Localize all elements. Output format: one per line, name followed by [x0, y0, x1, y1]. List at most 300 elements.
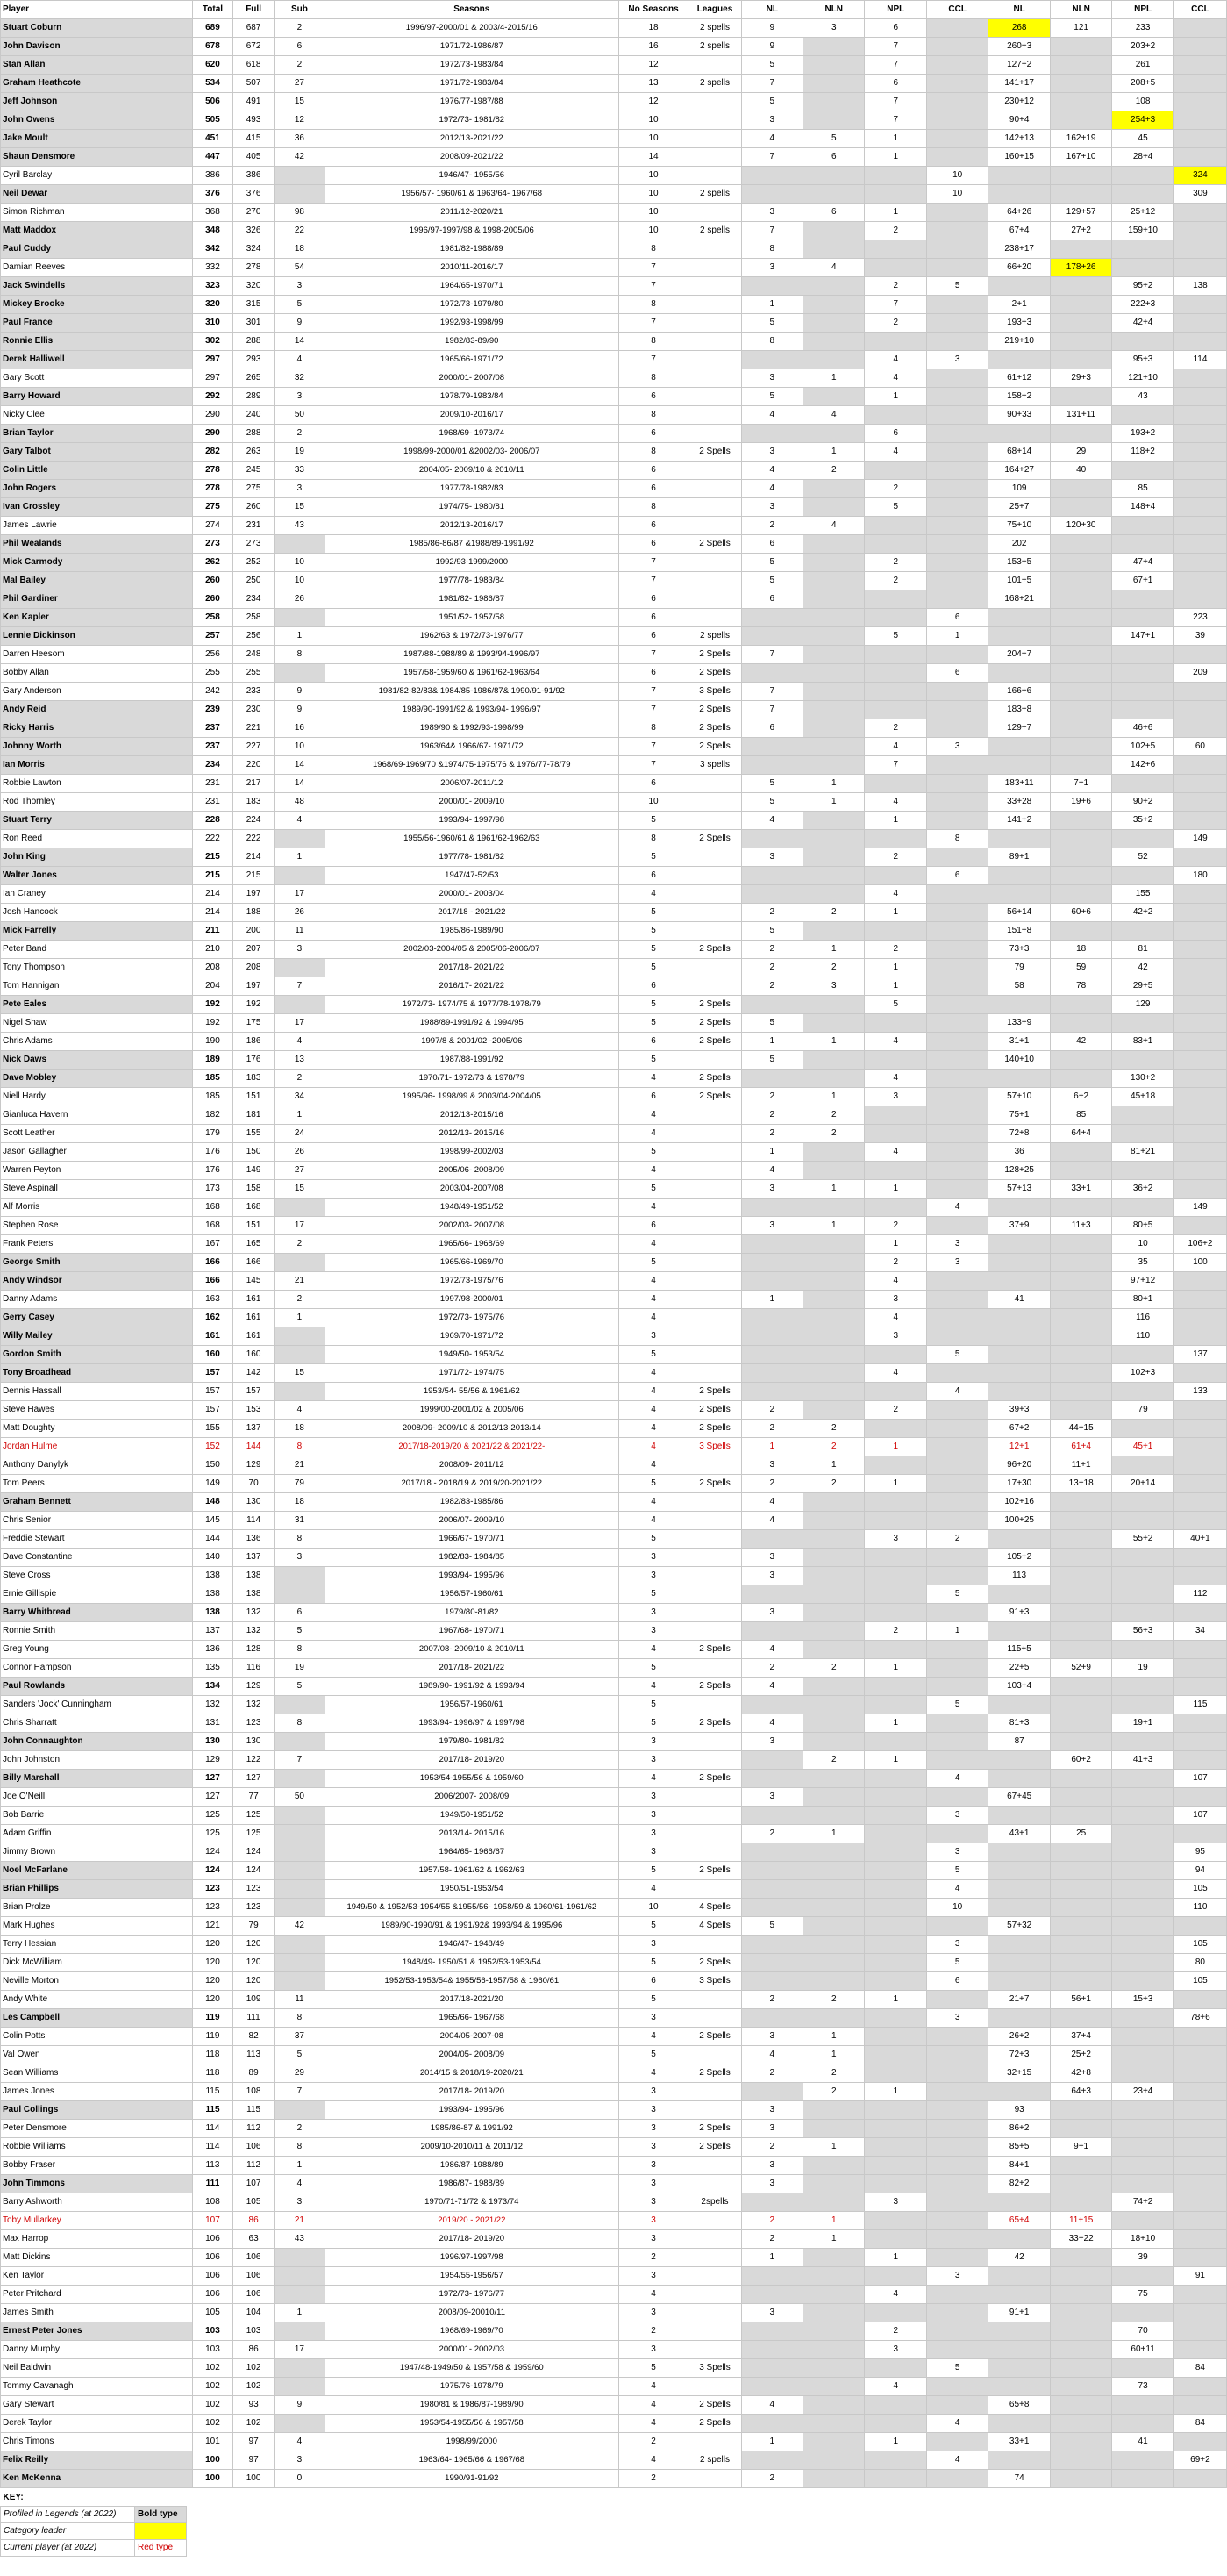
cell-full: 168: [233, 1199, 275, 1217]
cell-nln-count: 2: [803, 2064, 865, 2083]
cell-ccl-apps: [1173, 2064, 1226, 2083]
cell-ccl-apps: [1173, 1291, 1226, 1309]
cell-player: George Smith: [1, 1254, 193, 1272]
cell-nl-apps: 22+5: [988, 1659, 1050, 1678]
cell-nl-apps: [988, 2378, 1050, 2396]
cell-ccl-count: [926, 2470, 988, 2488]
cell-nl-apps: 105+2: [988, 1549, 1050, 1567]
cell-nl-apps: [988, 627, 1050, 646]
cell-no-seasons: 2: [618, 2249, 688, 2267]
cell-total: 292: [192, 388, 233, 406]
cell-npl-count: 3: [865, 1088, 926, 1106]
cell-seasons: 2000/01- 2007/08: [325, 369, 618, 388]
cell-nl-count: 2: [741, 1401, 803, 1420]
cell-nl-apps: 58: [988, 977, 1050, 996]
cell-nl-apps: 87: [988, 1733, 1050, 1751]
cell-no-seasons: 5: [618, 1346, 688, 1364]
cell-total: 150: [192, 1456, 233, 1475]
cell-player: Warren Peyton: [1, 1162, 193, 1180]
cell-nln-apps: 129+57: [1050, 204, 1111, 222]
cell-player: Ronnie Smith: [1, 1622, 193, 1641]
cell-nl-count: 3: [741, 204, 803, 222]
cell-sub: [274, 1825, 325, 1843]
cell-leagues: [688, 111, 741, 130]
cell-ccl-apps: [1173, 111, 1226, 130]
cell-leagues: [688, 2157, 741, 2175]
cell-nl-apps: [988, 1254, 1050, 1272]
cell-npl-apps: 52: [1112, 848, 1173, 867]
cell-total: 376: [192, 185, 233, 204]
cell-nl-count: 7: [741, 646, 803, 664]
cell-no-seasons: 3: [618, 1936, 688, 1954]
cell-nln-count: 6: [803, 204, 865, 222]
cell-npl-count: 2: [865, 554, 926, 572]
cell-leagues: [688, 240, 741, 259]
table-row: [1, 1530, 1227, 1549]
table-row: [1, 2064, 1227, 2083]
cell-no-seasons: 12: [618, 93, 688, 111]
cell-nl-count: 7: [741, 222, 803, 240]
cell-npl-apps: [1112, 1014, 1173, 1033]
cell-no-seasons: 5: [618, 848, 688, 867]
cell-no-seasons: 7: [618, 314, 688, 333]
cell-sub: 18: [274, 240, 325, 259]
cell-no-seasons: 10: [618, 793, 688, 812]
cell-ccl-apps: [1173, 1604, 1226, 1622]
cell-ccl-apps: [1173, 2083, 1226, 2101]
cell-npl-apps: [1112, 1678, 1173, 1696]
cell-player: Willy Mailey: [1, 1327, 193, 1346]
cell-player: Phil Gardiner: [1, 590, 193, 609]
cell-ccl-apps: [1173, 1420, 1226, 1438]
cell-full: 104: [233, 2304, 275, 2322]
cell-player: Adam Griffin: [1, 1825, 193, 1843]
cell-nln-count: 2: [803, 2083, 865, 2101]
cell-npl-count: 3: [865, 1530, 926, 1549]
cell-npl-count: [865, 2396, 926, 2415]
cell-full: 233: [233, 683, 275, 701]
cell-npl-apps: 29+5: [1112, 977, 1173, 996]
cell-npl-count: [865, 2212, 926, 2230]
cell-ccl-count: [926, 1917, 988, 1936]
cell-no-seasons: 2: [618, 2470, 688, 2488]
cell-npl-count: [865, 1125, 926, 1143]
cell-seasons: 1946/47- 1948/49: [325, 1936, 618, 1954]
cell-sub: 33: [274, 462, 325, 480]
cell-npl-count: 1: [865, 388, 926, 406]
table-row: [1, 314, 1227, 333]
cell-nln-apps: [1050, 1936, 1111, 1954]
table-row: [1, 351, 1227, 369]
cell-leagues: 2 spells: [688, 19, 741, 38]
cell-nln-count: [803, 277, 865, 296]
cell-sub: [274, 1972, 325, 1991]
cell-full: 175: [233, 1014, 275, 1033]
cell-no-seasons: 3: [618, 1788, 688, 1807]
cell-nl-apps: [988, 1807, 1050, 1825]
cell-player: Graham Heathcote: [1, 75, 193, 93]
table-row: [1, 2028, 1227, 2046]
key-legends-label: Profiled in Legends (at 2022): [1, 2507, 135, 2523]
cell-npl-apps: 20+14: [1112, 1475, 1173, 1493]
cell-npl-apps: 148+4: [1112, 498, 1173, 517]
cell-nln-apps: [1050, 1199, 1111, 1217]
cell-nln-apps: [1050, 38, 1111, 56]
cell-leagues: 2spells: [688, 2193, 741, 2212]
cell-leagues: 2 spells: [688, 222, 741, 240]
cell-seasons: 1989/90-1991/92 & 1993/94- 1996/97: [325, 701, 618, 719]
cell-seasons: 1977/78- 1983/84: [325, 572, 618, 590]
table-row: [1, 2433, 1227, 2451]
cell-nl-apps: 43+1: [988, 1825, 1050, 1843]
cell-seasons: 2009/10-2016/17: [325, 406, 618, 425]
cell-sub: 4: [274, 351, 325, 369]
cell-player: Cyril Barclay: [1, 167, 193, 185]
table-row: [1, 517, 1227, 535]
cell-ccl-count: [926, 462, 988, 480]
cell-total: 148: [192, 1493, 233, 1512]
cell-ccl-count: [926, 959, 988, 977]
cell-nln-apps: [1050, 111, 1111, 130]
cell-npl-apps: [1112, 1512, 1173, 1530]
cell-leagues: [688, 351, 741, 369]
cell-total: 102: [192, 2359, 233, 2378]
cell-sub: 50: [274, 1788, 325, 1807]
cell-nl-count: [741, 1346, 803, 1364]
cell-no-seasons: 10: [618, 130, 688, 148]
cell-nl-apps: 128+25: [988, 1162, 1050, 1180]
cell-leagues: [688, 1825, 741, 1843]
cell-ccl-count: [926, 498, 988, 517]
cell-nln-apps: [1050, 1972, 1111, 1991]
cell-npl-apps: [1112, 1162, 1173, 1180]
cell-nln-apps: [1050, 535, 1111, 554]
cell-total: 166: [192, 1254, 233, 1272]
cell-full: 106: [233, 2138, 275, 2157]
cell-nl-apps: 100+25: [988, 1512, 1050, 1530]
cell-ccl-count: [926, 1714, 988, 1733]
cell-player: Felix Reilly: [1, 2451, 193, 2470]
cell-no-seasons: 7: [618, 756, 688, 775]
cell-nl-apps: 96+20: [988, 1456, 1050, 1475]
cell-nl-count: 3: [741, 369, 803, 388]
cell-npl-apps: [1112, 2009, 1173, 2028]
cell-ccl-apps: [1173, 554, 1226, 572]
cell-npl-count: [865, 701, 926, 719]
cell-nln-apps: [1050, 2193, 1111, 2212]
cell-seasons: 2006/07- 2009/10: [325, 1512, 618, 1530]
cell-full: 197: [233, 885, 275, 904]
cell-sub: [274, 867, 325, 885]
table-row: [1, 2286, 1227, 2304]
cell-nl-count: 2: [741, 2212, 803, 2230]
cell-nl-apps: [988, 2341, 1050, 2359]
cell-npl-count: 2: [865, 277, 926, 296]
cell-player: Walter Jones: [1, 867, 193, 885]
cell-full: 166: [233, 1254, 275, 1272]
cell-total: 161: [192, 1327, 233, 1346]
cell-total: 121: [192, 1917, 233, 1936]
cell-sub: 15: [274, 1364, 325, 1383]
cell-nl-count: 3: [741, 443, 803, 462]
cell-total: 119: [192, 2009, 233, 2028]
cell-leagues: [688, 1991, 741, 2009]
cell-sub: 18: [274, 1420, 325, 1438]
cell-no-seasons: 5: [618, 1014, 688, 1033]
cell-nl-count: [741, 167, 803, 185]
cell-seasons: 2008/09- 2009/10 & 2012/13-2013/14: [325, 1420, 618, 1438]
cell-full: 106: [233, 2249, 275, 2267]
cell-sub: 10: [274, 554, 325, 572]
cell-full: 151: [233, 1088, 275, 1106]
cell-sub: 36: [274, 130, 325, 148]
cell-full: 188: [233, 904, 275, 922]
cell-nl-count: [741, 1954, 803, 1972]
cell-total: 234: [192, 756, 233, 775]
cell-nl-count: 9: [741, 19, 803, 38]
cell-sub: 26: [274, 590, 325, 609]
cell-sub: 1: [274, 1309, 325, 1327]
cell-no-seasons: 6: [618, 1088, 688, 1106]
cell-sub: 37: [274, 2028, 325, 2046]
cell-nl-count: 3: [741, 848, 803, 867]
key-current-label: Current player (at 2022): [1, 2540, 135, 2557]
cell-player: Graham Bennett: [1, 1493, 193, 1512]
cell-nl-count: [741, 2009, 803, 2028]
cell-nl-count: 2: [741, 1420, 803, 1438]
cell-leagues: [688, 1327, 741, 1346]
cell-leagues: [688, 1622, 741, 1641]
cell-nl-count: [741, 2083, 803, 2101]
cell-nln-apps: [1050, 2249, 1111, 2267]
cell-nln-count: [803, 2249, 865, 2267]
cell-leagues: [688, 1733, 741, 1751]
cell-nln-apps: [1050, 56, 1111, 75]
cell-nl-count: 3: [741, 259, 803, 277]
cell-total: 138: [192, 1567, 233, 1585]
cell-ccl-count: [926, 204, 988, 222]
cell-no-seasons: 8: [618, 369, 688, 388]
cell-player: James Lawrie: [1, 517, 193, 535]
cell-npl-apps: [1112, 2212, 1173, 2230]
cell-nln-apps: [1050, 425, 1111, 443]
cell-npl-count: 5: [865, 627, 926, 646]
cell-npl-count: [865, 2120, 926, 2138]
cell-ccl-count: [926, 1641, 988, 1659]
cell-npl-apps: [1112, 1549, 1173, 1567]
cell-npl-count: 1: [865, 130, 926, 148]
cell-nln-apps: [1050, 2175, 1111, 2193]
cell-no-seasons: 4: [618, 885, 688, 904]
cell-leagues: [688, 1364, 741, 1383]
cell-nln-count: [803, 683, 865, 701]
cell-sub: [274, 1254, 325, 1272]
cell-full: 288: [233, 333, 275, 351]
cell-npl-apps: 39: [1112, 2249, 1173, 2267]
cell-player: Peter Band: [1, 941, 193, 959]
cell-ccl-count: [926, 1678, 988, 1696]
cell-nln-count: [803, 646, 865, 664]
cell-no-seasons: 6: [618, 590, 688, 609]
cell-nl-count: 8: [741, 333, 803, 351]
cell-nln-count: [803, 2120, 865, 2138]
cell-sub: 42: [274, 148, 325, 167]
cell-seasons: 1953/54- 55/56 & 1961/62: [325, 1383, 618, 1401]
cell-player: Ronnie Ellis: [1, 333, 193, 351]
cell-nl-apps: 113: [988, 1567, 1050, 1585]
cell-npl-apps: 129: [1112, 996, 1173, 1014]
cell-nln-count: [803, 1641, 865, 1659]
cell-ccl-apps: [1173, 719, 1226, 738]
cell-npl-apps: 42+2: [1112, 904, 1173, 922]
key-leader-swatch: [135, 2523, 187, 2540]
cell-ccl-count: [926, 1291, 988, 1309]
cell-nln-apps: [1050, 1383, 1111, 1401]
cell-npl-count: 2: [865, 1401, 926, 1420]
cell-nl-count: 3: [741, 2101, 803, 2120]
table-row: [1, 572, 1227, 590]
cell-npl-apps: [1112, 406, 1173, 425]
cell-seasons: 1957/58-1959/60 & 1961/62-1963/64: [325, 664, 618, 683]
cell-no-seasons: 4: [618, 1162, 688, 1180]
table-row: [1, 2451, 1227, 2470]
cell-npl-count: 7: [865, 93, 926, 111]
cell-ccl-count: [926, 222, 988, 240]
cell-nln-count: [803, 1014, 865, 1033]
cell-ccl-apps: [1173, 2304, 1226, 2322]
table-row: [1, 1088, 1227, 1106]
cell-ccl-apps: [1173, 793, 1226, 812]
cell-sub: 8: [274, 646, 325, 664]
cell-nln-apps: [1050, 1309, 1111, 1327]
cell-nl-apps: 75+1: [988, 1106, 1050, 1125]
cell-total: 149: [192, 1475, 233, 1493]
cell-seasons: 1955/56-1960/61 & 1961/62-1962/63: [325, 830, 618, 848]
cell-player: John King: [1, 848, 193, 867]
cell-total: 231: [192, 793, 233, 812]
cell-seasons: 1975/76-1978/79: [325, 2378, 618, 2396]
cell-player: James Jones: [1, 2083, 193, 2101]
cell-nl-count: [741, 2322, 803, 2341]
cell-nl-apps: 90+4: [988, 111, 1050, 130]
cell-npl-count: [865, 1456, 926, 1475]
cell-npl-count: [865, 922, 926, 941]
cell-seasons: 1963/64& 1966/67- 1971/72: [325, 738, 618, 756]
cell-nl-apps: 219+10: [988, 333, 1050, 351]
cell-full: 120: [233, 1936, 275, 1954]
cell-nln-count: 5: [803, 130, 865, 148]
cell-ccl-count: 5: [926, 1862, 988, 1880]
cell-no-seasons: 7: [618, 572, 688, 590]
cell-sub: 8: [274, 1530, 325, 1549]
cell-nln-apps: [1050, 1235, 1111, 1254]
table-row: [1, 1106, 1227, 1125]
cell-ccl-apps: [1173, 240, 1226, 259]
cell-ccl-apps: 112: [1173, 1585, 1226, 1604]
cell-nl-apps: [988, 1972, 1050, 1991]
cell-ccl-count: [926, 535, 988, 554]
cell-nln-apps: 178+26: [1050, 259, 1111, 277]
cell-npl-apps: 108: [1112, 93, 1173, 111]
cell-player: Dennis Hassall: [1, 1383, 193, 1401]
cell-npl-count: [865, 2359, 926, 2378]
cell-nln-count: 4: [803, 406, 865, 425]
cell-ccl-apps: [1173, 1475, 1226, 1493]
cell-seasons: 1999/00-2001/02 & 2005/06: [325, 1401, 618, 1420]
cell-ccl-apps: 309: [1173, 185, 1226, 204]
cell-npl-count: 1: [865, 1438, 926, 1456]
cell-nln-apps: [1050, 2120, 1111, 2138]
cell-nln-apps: [1050, 351, 1111, 369]
cell-nl-count: 2: [741, 904, 803, 922]
cell-no-seasons: 18: [618, 19, 688, 38]
cell-nln-count: [803, 848, 865, 867]
cell-npl-count: [865, 1585, 926, 1604]
cell-no-seasons: 3: [618, 2175, 688, 2193]
cell-npl-apps: 36+2: [1112, 1180, 1173, 1199]
cell-ccl-apps: [1173, 885, 1226, 904]
cell-full: 138: [233, 1585, 275, 1604]
cell-total: 120: [192, 1972, 233, 1991]
cell-sub: [274, 2267, 325, 2286]
cell-nl-apps: 68+14: [988, 443, 1050, 462]
table-row: [1, 793, 1227, 812]
cell-total: 260: [192, 590, 233, 609]
cell-seasons: 1948/49- 1950/51 & 1952/53-1953/54: [325, 1954, 618, 1972]
cell-ccl-apps: [1173, 1493, 1226, 1512]
cell-player: Phil Wealands: [1, 535, 193, 554]
cell-nln-count: [803, 1788, 865, 1807]
cell-nln-count: 2: [803, 959, 865, 977]
cell-full: 293: [233, 351, 275, 369]
cell-nl-apps: [988, 1954, 1050, 1972]
cell-nln-count: [803, 572, 865, 590]
cell-npl-apps: 19: [1112, 1659, 1173, 1678]
cell-player: Jake Moult: [1, 130, 193, 148]
cell-seasons: 1951/52- 1957/58: [325, 609, 618, 627]
cell-nl-apps: 133+9: [988, 1014, 1050, 1033]
cell-npl-count: [865, 185, 926, 204]
cell-npl-count: 1: [865, 2433, 926, 2451]
cell-leagues: 2 Spells: [688, 830, 741, 848]
cell-nln-count: [803, 1917, 865, 1936]
cell-leagues: [688, 1512, 741, 1530]
cell-seasons: 1997/8 & 2001/02 -2005/06: [325, 1033, 618, 1051]
cell-ccl-apps: [1173, 2396, 1226, 2415]
cell-nl-apps: 268: [988, 19, 1050, 38]
cell-nl-count: 3: [741, 1180, 803, 1199]
table-row: [1, 1954, 1227, 1972]
cell-nl-apps: 260+3: [988, 38, 1050, 56]
cell-npl-apps: 155: [1112, 885, 1173, 904]
cell-sub: 3: [274, 277, 325, 296]
cell-nl-apps: 79: [988, 959, 1050, 977]
cell-ccl-count: [926, 111, 988, 130]
cell-npl-count: 5: [865, 996, 926, 1014]
cell-full: 115: [233, 2101, 275, 2120]
cell-ccl-apps: [1173, 1733, 1226, 1751]
cell-ccl-apps: [1173, 56, 1226, 75]
cell-nln-count: [803, 996, 865, 1014]
table-row: [1, 2359, 1227, 2378]
cell-seasons: 1962/63 & 1972/73-1976/77: [325, 627, 618, 646]
cell-ccl-count: [926, 388, 988, 406]
table-row: [1, 425, 1227, 443]
cell-ccl-count: [926, 259, 988, 277]
cell-player: Paul France: [1, 314, 193, 333]
cell-no-seasons: 7: [618, 351, 688, 369]
cell-leagues: [688, 1880, 741, 1899]
